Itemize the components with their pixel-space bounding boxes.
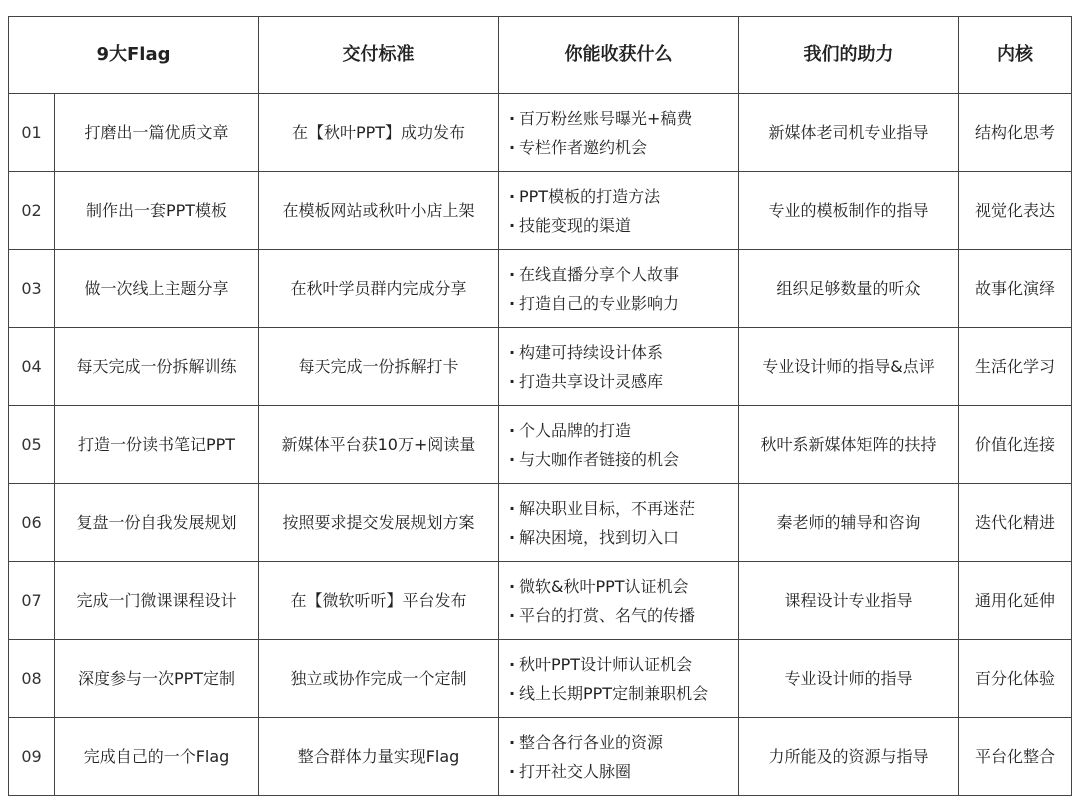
gain-item bbox=[505, 572, 738, 601]
row-number: 02 bbox=[9, 172, 55, 250]
table-row bbox=[9, 562, 1072, 640]
header-help: 我们的助力 bbox=[739, 17, 959, 94]
core-cell: 视觉化表达 bbox=[959, 172, 1072, 250]
flag-cell: 做一次线上主题分享 bbox=[55, 250, 259, 328]
gain-cell bbox=[499, 484, 739, 562]
gain-item bbox=[505, 445, 738, 474]
table-row bbox=[9, 172, 1072, 250]
standard-cell: 每天完成一份拆解打卡 bbox=[259, 328, 499, 406]
gain-text: 打造共享设计灵感库 bbox=[519, 371, 664, 391]
help-cell: 秦老师的辅导和咨询 bbox=[739, 484, 959, 562]
help-cell: 新媒体老司机专业指导 bbox=[739, 94, 959, 172]
standard-cell: 整合群体力量实现Flag bbox=[259, 718, 499, 796]
table-row bbox=[9, 328, 1072, 406]
header-flag: 9大Flag bbox=[9, 17, 259, 94]
bullet-icon: · bbox=[508, 576, 516, 596]
table-row bbox=[9, 484, 1072, 562]
core-cell: 结构化思考 bbox=[959, 94, 1072, 172]
row-number: 01 bbox=[9, 94, 55, 172]
bullet-icon: · bbox=[508, 732, 516, 752]
bullet-icon: · bbox=[508, 293, 516, 313]
core-cell: 百分化体验 bbox=[959, 640, 1072, 718]
bullet-icon: · bbox=[508, 761, 516, 781]
header-gain: 你能收获什么 bbox=[499, 17, 739, 94]
gain-text: 整合各行各业的资源 bbox=[519, 732, 664, 752]
gain-item bbox=[505, 679, 738, 708]
gain-item bbox=[505, 601, 738, 630]
standard-cell: 独立或协作完成一个定制 bbox=[259, 640, 499, 718]
gain-text: 技能变现的渠道 bbox=[519, 215, 632, 235]
gain-text: 百万粉丝账号曝光+稿费 bbox=[519, 108, 693, 128]
bullet-icon: · bbox=[508, 449, 516, 469]
row-number: 07 bbox=[9, 562, 55, 640]
help-cell: 课程设计专业指导 bbox=[739, 562, 959, 640]
core-cell: 价值化连接 bbox=[959, 406, 1072, 484]
gain-item bbox=[505, 728, 738, 757]
flag-cell: 完成自己的一个Flag bbox=[55, 718, 259, 796]
gain-text: 在线直播分享个人故事 bbox=[519, 264, 680, 284]
bullet-icon: · bbox=[508, 527, 516, 547]
gain-text: 平台的打赏、名气的传播 bbox=[519, 605, 696, 625]
standard-cell: 在模板网站或秋叶小店上架 bbox=[259, 172, 499, 250]
flags-table bbox=[8, 16, 1072, 796]
table-row bbox=[9, 640, 1072, 718]
help-cell: 专业的模板制作的指导 bbox=[739, 172, 959, 250]
bullet-icon: · bbox=[508, 108, 516, 128]
help-cell: 专业设计师的指导&点评 bbox=[739, 328, 959, 406]
bullet-icon: · bbox=[508, 371, 516, 391]
flag-cell: 复盘一份自我发展规划 bbox=[55, 484, 259, 562]
flag-cell: 每天完成一份拆解训练 bbox=[55, 328, 259, 406]
gain-text: 打造自己的专业影响力 bbox=[519, 293, 680, 313]
gain-item bbox=[505, 260, 738, 289]
gain-item bbox=[505, 133, 738, 162]
bullet-icon: · bbox=[508, 342, 516, 362]
bullet-icon: · bbox=[508, 264, 516, 284]
gain-item bbox=[505, 211, 738, 240]
bullet-icon: · bbox=[508, 605, 516, 625]
bullet-icon: · bbox=[508, 498, 516, 518]
flag-cell: 深度参与一次PPT定制 bbox=[55, 640, 259, 718]
help-cell: 组织足够数量的听众 bbox=[739, 250, 959, 328]
gain-cell bbox=[499, 250, 739, 328]
gain-text: 解决困境，找到切入口 bbox=[519, 527, 680, 547]
gain-item bbox=[505, 182, 738, 211]
gain-item bbox=[505, 338, 738, 367]
table-row bbox=[9, 250, 1072, 328]
gain-item bbox=[505, 523, 738, 552]
row-number: 09 bbox=[9, 718, 55, 796]
standard-cell: 在【秋叶PPT】成功发布 bbox=[259, 94, 499, 172]
core-cell: 生活化学习 bbox=[959, 328, 1072, 406]
core-cell: 通用化延伸 bbox=[959, 562, 1072, 640]
core-cell: 平台化整合 bbox=[959, 718, 1072, 796]
gain-cell bbox=[499, 406, 739, 484]
flag-cell: 打磨出一篇优质文章 bbox=[55, 94, 259, 172]
help-cell: 力所能及的资源与指导 bbox=[739, 718, 959, 796]
row-number: 08 bbox=[9, 640, 55, 718]
gain-item bbox=[505, 494, 738, 523]
help-cell: 专业设计师的指导 bbox=[739, 640, 959, 718]
bullet-icon: · bbox=[508, 420, 516, 440]
gain-text: 解决职业目标，不再迷茫 bbox=[519, 498, 696, 518]
row-number: 03 bbox=[9, 250, 55, 328]
gain-cell bbox=[499, 640, 739, 718]
gain-text: 线上长期PPT定制兼职机会 bbox=[519, 683, 709, 703]
gain-text: 与大咖作者链接的机会 bbox=[519, 449, 680, 469]
gain-item bbox=[505, 650, 738, 679]
core-cell: 故事化演绎 bbox=[959, 250, 1072, 328]
gain-text: PPT模板的打造方法 bbox=[519, 186, 661, 206]
gain-text: 构建可持续设计体系 bbox=[519, 342, 664, 362]
gain-item bbox=[505, 367, 738, 396]
gain-cell bbox=[499, 94, 739, 172]
gain-item bbox=[505, 416, 738, 445]
row-number: 06 bbox=[9, 484, 55, 562]
header-core: 内核 bbox=[959, 17, 1072, 94]
flag-cell: 打造一份读书笔记PPT bbox=[55, 406, 259, 484]
standard-cell: 在秋叶学员群内完成分享 bbox=[259, 250, 499, 328]
core-cell: 迭代化精进 bbox=[959, 484, 1072, 562]
gain-item bbox=[505, 757, 738, 786]
table-row bbox=[9, 94, 1072, 172]
gain-cell bbox=[499, 562, 739, 640]
gain-cell bbox=[499, 172, 739, 250]
gain-item bbox=[505, 104, 738, 133]
bullet-icon: · bbox=[508, 654, 516, 674]
bullet-icon: · bbox=[508, 137, 516, 157]
flag-cell: 完成一门微课课程设计 bbox=[55, 562, 259, 640]
gain-cell bbox=[499, 328, 739, 406]
table-header-row bbox=[9, 17, 1072, 94]
row-number: 04 bbox=[9, 328, 55, 406]
standard-cell: 新媒体平台获10万+阅读量 bbox=[259, 406, 499, 484]
gain-text: 秋叶PPT设计师认证机会 bbox=[519, 654, 693, 674]
gain-text: 打开社交人脉圈 bbox=[519, 761, 632, 781]
gain-text: 个人品牌的打造 bbox=[519, 420, 632, 440]
standard-cell: 在【微软听听】平台发布 bbox=[259, 562, 499, 640]
bullet-icon: · bbox=[508, 683, 516, 703]
gain-cell bbox=[499, 718, 739, 796]
standard-cell: 按照要求提交发展规划方案 bbox=[259, 484, 499, 562]
gain-item bbox=[505, 289, 738, 318]
table-row bbox=[9, 718, 1072, 796]
table-row bbox=[9, 406, 1072, 484]
flag-cell: 制作出一套PPT模板 bbox=[55, 172, 259, 250]
gain-text: 微软&秋叶PPT认证机会 bbox=[519, 576, 689, 596]
help-cell: 秋叶系新媒体矩阵的扶持 bbox=[739, 406, 959, 484]
row-number: 05 bbox=[9, 406, 55, 484]
header-standard: 交付标准 bbox=[259, 17, 499, 94]
bullet-icon: · bbox=[508, 186, 516, 206]
bullet-icon: · bbox=[508, 215, 516, 235]
gain-text: 专栏作者邀约机会 bbox=[519, 137, 648, 157]
flags-table-container bbox=[8, 16, 1072, 796]
